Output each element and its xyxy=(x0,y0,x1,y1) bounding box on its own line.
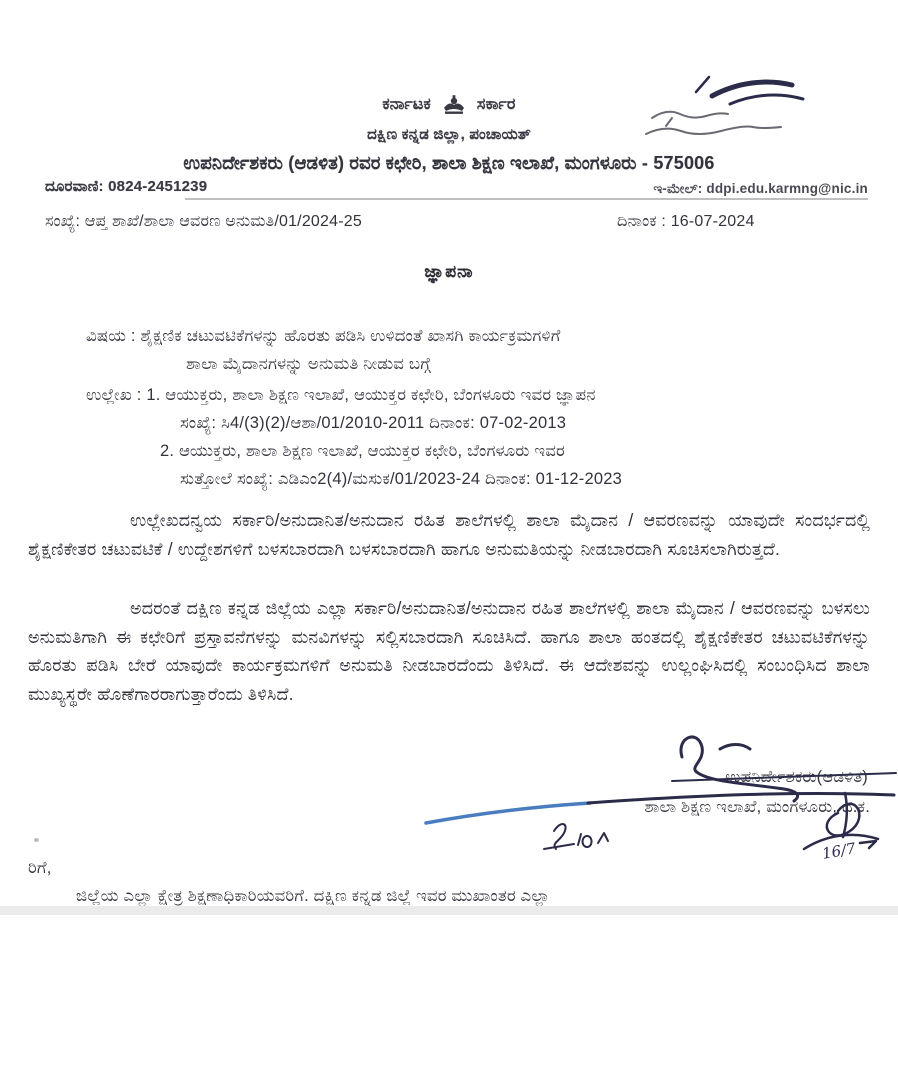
signature-department: ಶಾಲಾ ಶಿಕ್ಷಣ ಇಲಾಖೆ, ಮಂಗಳೂರು, ದ.ಕ. xyxy=(644,798,870,816)
letter-date: ದಿನಾಂಕ : 16-07-2024 xyxy=(617,213,755,230)
reference-item-1-text: 1. ಆಯುಕ್ತರು, ಶಾಲಾ ಶಿಕ್ಷಣ ಇಲಾಖೆ, ಆಯುಕ್ತರ ಕಛೇರಿ, ಬೆಂಗಳೂರು ಇವರ ಜ್ಞಾಪನ xyxy=(146,386,596,404)
district-title: ದಕ್ಷಿಣ ಕನ್ನಡ ಜಿಲ್ಲಾ, ಪಂಚಾಯತ್ xyxy=(367,126,531,143)
scan-artifact-band xyxy=(0,906,898,915)
addressee-line: ಜಿಲ್ಲೆಯ ಎಲ್ಲಾ ಕ್ಷೇತ್ರ ಶಿಕ್ಷಣಾಧಿಕಾರಿಯವರಿಗೆ. ದಕ್ಷಿಣ ಕನ್ನಡ ಜಿಲ್ಲೆ ಇವರ ಮುಖಾಂತರ ಎಲ್ಲಾ xyxy=(76,887,551,905)
reference-item-2-line-2: ಸುತ್ತೋಲೆ ಸಂಖ್ಯೆ: ಎಡಿಎಂ2(4)/ಮಸುಕ/01/2023-24 ದಿನಾಂಕ: 01-12-2023 xyxy=(180,470,622,488)
subject-line-2: ಶಾಲಾ ಮೈದಾನಗಳನ್ನು ಅನುಮತಿ ನೀಡುವ ಬಗ್ಗೆ xyxy=(186,355,431,373)
subject-line-1 xyxy=(86,322,876,350)
body-paragraph-2: ಅದರಂತೆ ದಕ್ಷಿಣ ಕನ್ನಡ ಜಿಲ್ಲೆಯ ಎಲ್ಲಾ ಸರ್ಕಾರಿ/ಅನುದಾನಿತ/ಅನುದಾನ ರಹಿತ ಶಾಲೆಗಳಲ್ಲಿ ಶಾಲಾ ಮೈದಾನ / ಆವರಣವನ್ನು ಬಳಸಲು ಅನುಮತಿಗಾಗಿ ಈ ಕಛೇರಿಗೆ ಪ್ರಸ್ತಾವನೆಗಳನ್ನು ಮನವಿಗಳನ್ನು ಸಲ್ಲಿಸಬಾರದಾಗಿ ಸೂಚಿಸಿದೆ. ಹಾಗೂ ಶಾಲಾ ಹಂತದಲ್ಲಿ ಶೈಕ್ಷಣಿಕೇತರ ಚಟುವಟಿಕೆಗಳನ್ನು ಹೊರತು ಪಡಿಸಿ ಬೇರೆ ಯಾವುದೇ ಕಾರ್ಯಕ್ರಮಗಳಿಗೆ ಅನುಮತಿ ನೀಡಬಾರದೆಂದು ತಿಳಿಸಿದೆ. ಈ ಆದೇಶವನ್ನು ಉಲ್ಲಂಘಿಸಿದಲ್ಲಿ ಸಂಬಂಧಿಸಿದ ಶಾಲಾ ಮುಖ್ಯಸ್ಥರೇ ಹೊಣೆಗಾರರಾಗುತ್ತಾರೆಂದು ತಿಳಿಸಿದೆ. xyxy=(28,598,870,704)
office-address: ಉಪನಿರ್ದೇಶಕರು (ಆಡಳಿತ) ರವರ ಕಛೇರಿ, ಶಾಲಾ ಶಿಕ್ಷಣ ಇಲಾಖೆ, ಮಂಗಳೂರು - 575006 xyxy=(183,153,715,173)
reference-item-2-line-1: 2. ಆಯುಕ್ತರು, ಶಾಲಾ ಶಿಕ್ಷಣ ಇಲಾಖೆ, ಆಯುಕ್ತರ ಕಛೇರಿ, ಬೆಂಗಳೂರು ಇವರ xyxy=(160,442,565,460)
signature-designation: ಉಪನಿರ್ದೇಶಕರು(ಆಡಳಿತ) xyxy=(725,768,868,786)
reference-item-1-line-2: ಸಂಖ್ಯೆ: ಸಿ4/(3)(2)/ಆಶಾ/01/2010-2011 ದಿನಾಂಕ: 07-02-2013 xyxy=(180,414,567,432)
karnataka-state-emblem-icon xyxy=(441,92,467,118)
government-title-left: ಕರ್ನಾಟಕ xyxy=(382,96,431,113)
phone-number: ದೂರವಾಣಿ: 0824-2451239 xyxy=(45,178,208,195)
handwritten-date: 16/7 xyxy=(820,839,857,863)
addressee-salutation: ರಿಗೆ, xyxy=(28,859,52,877)
subject-text-1: ಶೈಕ್ಷಣಿಕ ಚಟುವಟಿಕೆಗಳನ್ನು ಹೊರತು ಪಡಿಸಿ ಉಳಿದಂತೆ ಖಾಸಗಿ ಕಾರ್ಯಕ್ರಮಗಳಿಗೆ xyxy=(140,327,561,345)
scan-speck xyxy=(34,838,39,842)
reference-item-1-line-1 xyxy=(86,381,876,409)
reference-label: ಉಲ್ಲೇಖ : xyxy=(86,386,142,404)
reference-number: ಸಂಖ್ಯೆ: ಆಪ್ತ ಶಾಖೆ/ಶಾಲಾ ಆವರಣ ಅನುಮತಿ/01/2024-25 xyxy=(45,213,362,230)
header-divider xyxy=(185,198,868,200)
letterhead xyxy=(0,92,898,118)
email-address: ಇ-ಮೇಲ್: ddpi.edu.karmng@nic.in xyxy=(653,181,868,196)
subject-label: ವಿಷಯ : xyxy=(86,327,136,345)
dispatch-number-scribble-icon xyxy=(544,824,608,849)
body-paragraph-1: ಉಲ್ಲೇಖದನ್ವಯ ಸರ್ಕಾರಿ/ಅನುದಾನಿತ/ಅನುದಾನ ರಹಿತ ಶಾಲೆಗಳಲ್ಲಿ ಶಾಲಾ ಮೈದಾನ / ಆವರಣವನ್ನು ಯಾವುದೇ ಸಂದರ್ಭದಲ್ಲಿ ಶೈಕ್ಷಣಿಕೇತರ ಚಟುವಟಿಕೆ / ಉದ್ದೇಶಗಳಿಗೆ ಬಳಸಬಾರದಾಗಿ ಬಳಸಬಾರದಾಗಿ ಹಾಗೂ ಅನುಮತಿಯನ್ನು ನೀಡಬಾರದಾಗಿ ಸೂಚಿಸಲಾಗಿರುತ್ತದೆ. xyxy=(28,510,870,559)
memo-title: ಜ್ಞಾಪನಾ xyxy=(424,262,474,281)
government-title-right: ಸರ್ಕಾರ xyxy=(476,96,516,113)
